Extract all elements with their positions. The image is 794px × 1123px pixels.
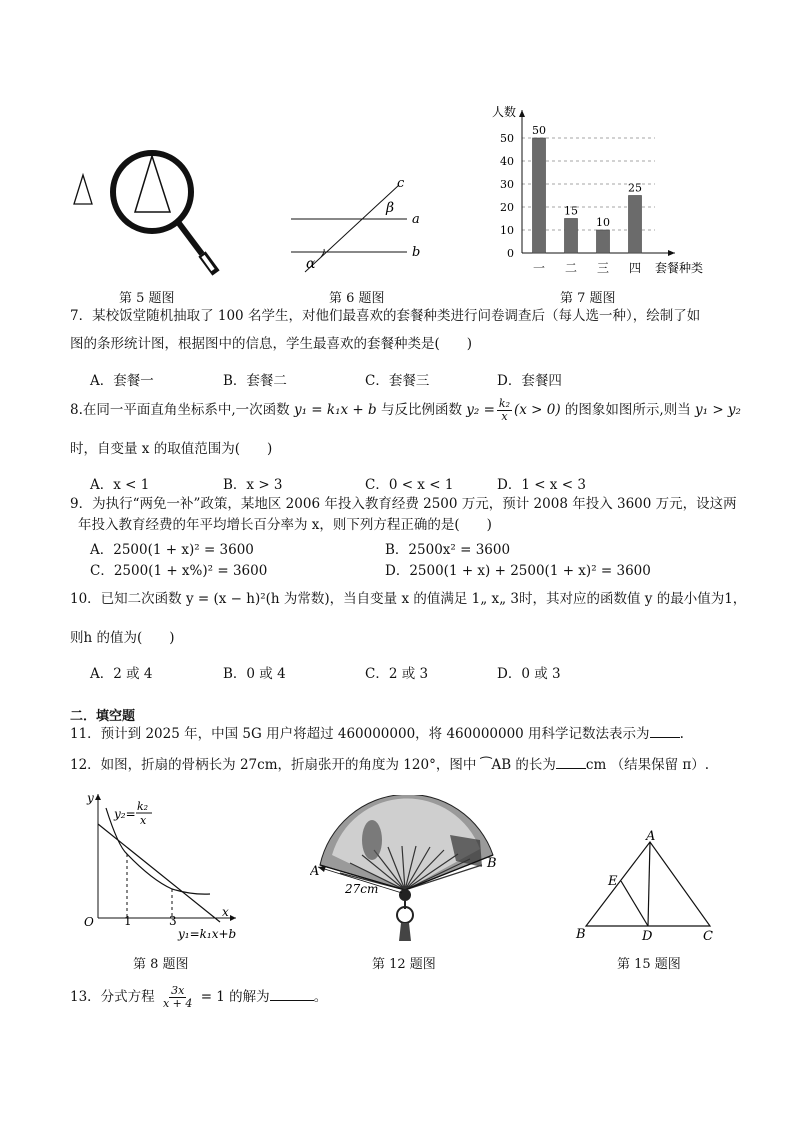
bar-1	[533, 138, 546, 253]
q8-inverse-lhs: y₂ =	[466, 402, 495, 418]
q8-text-a: 8.在同一平面直角坐标系中,一次函数	[70, 402, 294, 418]
y-tick-0: 0	[507, 247, 514, 260]
bar-2	[565, 219, 578, 254]
q9-text-line1: 9．为执行“两免一补”政策，某地区 2006 年投入教育经费 2500 万元，预计 2008 年投入 3600 万元，设这两	[70, 496, 737, 512]
label-b: b	[412, 245, 421, 260]
point-A: A	[310, 864, 320, 879]
q8-option-d: D．1 < x < 3	[497, 477, 586, 493]
figure-8-function-graph	[74, 788, 244, 948]
q11-text	[70, 724, 684, 744]
length-label: 27cm	[345, 882, 379, 896]
q9-text-line2: 年投入教育经费的年平均增长百分率为 x，则下列方程正确的是( )	[78, 517, 492, 533]
fan-figure	[362, 820, 382, 860]
y-tick-40: 40	[500, 155, 514, 168]
q10-text-line2: 则h 的值为( )	[70, 630, 175, 646]
q9-option-b: B．2500x² = 3600	[385, 542, 511, 558]
q13-frac-den: x + 4	[162, 997, 193, 1010]
line-y1	[98, 824, 220, 922]
figure-12-folding-fan	[310, 795, 500, 945]
q8-option-b: B．x > 3	[223, 477, 283, 493]
q10-option-d: D．0 或 3	[497, 666, 561, 682]
caption-fig7: 第 7 题图	[560, 291, 616, 306]
label-c: c	[397, 176, 405, 191]
y2-den: x	[140, 814, 147, 827]
q13-fraction	[161, 985, 194, 1010]
point-E: E	[608, 874, 618, 889]
line-c	[305, 185, 399, 272]
y-tick-20: 20	[500, 201, 514, 214]
bar-4	[629, 196, 642, 254]
q8-text-line1	[70, 398, 741, 423]
bar-value-label-2: 15	[564, 204, 578, 218]
q8-frac-den: x	[501, 410, 508, 423]
q8-text-line2: 时，自变量 x 的取值范围为( )	[70, 441, 273, 457]
y2-lhs: y₂=	[114, 807, 136, 821]
magnifier-handle	[178, 222, 202, 254]
angle-alpha: α	[306, 256, 316, 272]
q11-text-a: 11．预计到 2025 年，中国 5G 用户将超过 460000000，将 460000000 用科学记数法表示为	[70, 726, 650, 742]
vertex-A: A	[646, 830, 656, 844]
q8-frac-num: k₂	[498, 397, 510, 410]
figure-15-triangle	[570, 830, 720, 945]
x-axis-arrow	[230, 915, 236, 921]
q12-text	[70, 755, 709, 775]
q8-option-a: A．x < 1	[90, 477, 150, 493]
q13-text-a: 13．分式方程	[70, 989, 159, 1005]
caption-fig15: 第 15 题图	[617, 957, 681, 972]
bar-value-label-1: 50	[532, 124, 546, 137]
q9-option-d: D．2500(1 + x) + 2500(1 + x)² = 3600	[385, 563, 651, 579]
q11-answer-blank[interactable]	[650, 725, 680, 738]
origin-label: O	[84, 915, 94, 929]
q7-option-a: A．套餐一	[90, 373, 154, 389]
segment-ED	[621, 881, 648, 926]
y1-label: y₁=k₁x+b	[178, 927, 237, 941]
y-axis-arrow	[519, 110, 525, 117]
category-label-3: 三	[596, 261, 610, 275]
label-a: a	[412, 212, 420, 227]
lens-ring	[113, 153, 191, 231]
small-triangle	[74, 175, 92, 204]
caption-fig12: 第 12 题图	[372, 957, 436, 972]
caption-fig5: 第 5 题图	[119, 291, 175, 306]
y-axis-label: 人数	[492, 105, 517, 119]
q12-text-a: 12．如图，折扇的骨柄长为 27cm，折扇张开的角度为 120°，图中 ⁀AB 的长为	[70, 757, 556, 773]
q8-condition: y₁ > y₂	[695, 402, 741, 418]
figure-7-bar-chart	[480, 100, 720, 285]
fan-pivot	[399, 889, 411, 901]
q7-option-d: D．套餐四	[497, 373, 562, 389]
q13-frac-num: 3x	[171, 984, 185, 997]
q10-option-b: B．0 或 4	[223, 666, 286, 682]
q11-text-b: .	[679, 726, 684, 742]
y-label: y	[87, 791, 94, 805]
bar-3	[597, 230, 610, 253]
y-tick-30: 30	[500, 178, 514, 191]
point-D: D	[642, 929, 653, 944]
q9-option-a: A．2500(1 + x)² = 3600	[90, 542, 254, 558]
y2-num: k₂	[137, 800, 149, 813]
q7-text-line2: 图的条形统计图，根据图中的信息，学生最喜欢的套餐种类是( )	[70, 336, 473, 352]
tick-1: 1	[124, 914, 132, 928]
q10-option-c: C．2 或 3	[365, 666, 429, 682]
figure-5-magnifier	[70, 140, 230, 280]
caption-fig8: 第 8 题图	[133, 957, 189, 972]
angle-beta: β	[386, 200, 395, 216]
q12-text-b: cm （结果保留 π）.	[585, 757, 710, 773]
tassel	[399, 923, 411, 941]
category-label-1: 一	[532, 261, 546, 275]
bar-value-label-4: 25	[628, 181, 642, 195]
y-axis-arrow	[95, 794, 101, 800]
q8-inverse-condition: (x > 0)	[513, 402, 561, 418]
section-heading-fill-blank: 二．填空题	[70, 709, 136, 724]
y-tick-50: 50	[500, 132, 514, 145]
q13-answer-blank[interactable]	[270, 988, 314, 1001]
q7-option-c: C．套餐三	[365, 373, 430, 389]
caption-fig6: 第 6 题图	[329, 291, 385, 306]
q8-linear-function: y₁ = k₁x + b	[293, 402, 377, 418]
q10-text-line1: 10．已知二次函数 y = (x − h)²(h 为常数)，当自变量 x 的值满足 1„ x„ 3时，其对应的函数值 y 的最小值为1，	[70, 591, 747, 607]
magnified-triangle	[135, 156, 170, 212]
figure-6-parallel-lines	[285, 175, 425, 275]
q13-text-c: 。	[313, 989, 328, 1005]
vertex-C: C	[703, 929, 713, 944]
point-B: B	[487, 856, 497, 871]
q8-text-c: 的图象如图所示,则当	[560, 402, 695, 418]
q9-option-c: C．2500(1 + x%)² = 3600	[90, 563, 268, 579]
q12-answer-blank[interactable]	[556, 756, 586, 769]
category-label-4: 四	[628, 261, 642, 275]
x-label: x	[222, 905, 229, 919]
tassel-knot	[397, 907, 413, 923]
q13-text-b: = 1 的解为	[196, 989, 270, 1005]
q7-option-b: B．套餐二	[223, 373, 287, 389]
vertex-B: B	[576, 927, 586, 942]
y-tick-10: 10	[500, 224, 514, 237]
q8-inverse-fraction	[497, 398, 512, 423]
bar-value-label-3: 10	[596, 216, 610, 229]
q7-text-line1: 7．某校饭堂随机抽取了 100 名学生，对他们最喜欢的套餐种类进行问卷调查后（每人选一种），绘制了如	[70, 308, 701, 324]
q8-option-c: C．0 < x < 1	[365, 477, 454, 493]
tick-3: 3	[169, 914, 177, 928]
q10-option-a: A．2 或 4	[90, 666, 153, 682]
q8-text-b: 与反比例函数	[376, 402, 467, 418]
segment-AD	[648, 842, 650, 926]
category-label-2: 二	[564, 261, 578, 275]
x-axis-label: 套餐种类	[655, 261, 704, 275]
x-axis-arrow	[668, 250, 675, 256]
q13-text	[70, 985, 327, 1010]
